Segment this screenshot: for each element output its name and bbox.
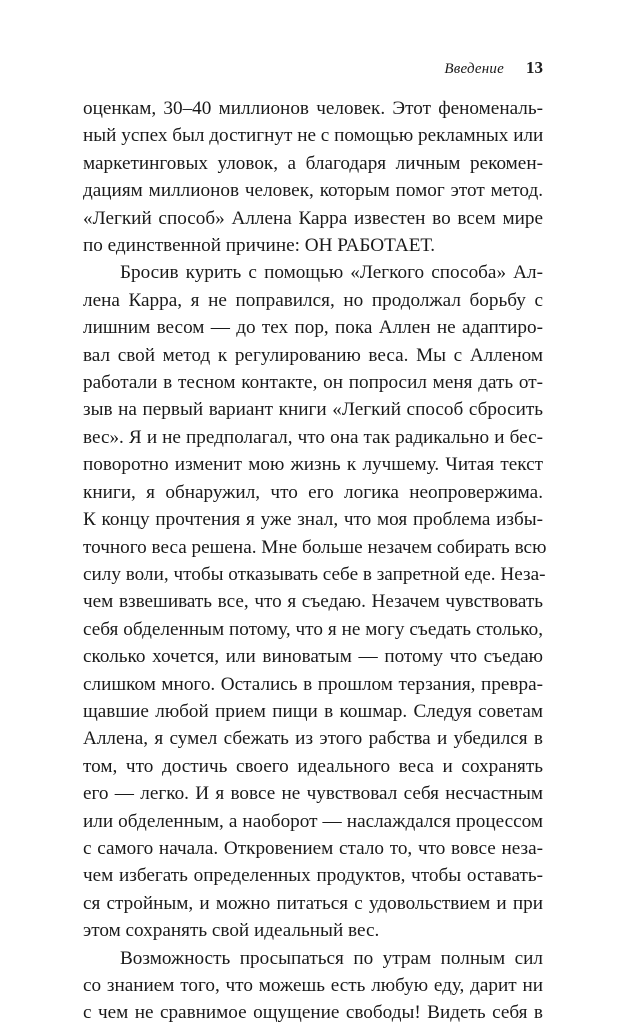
text-line: Аллена, я сумел сбежать из этого рабства и убедился в — [83, 728, 543, 750]
text-line: дациям миллионов человек, которым помог этот метод. — [83, 180, 543, 202]
page-number: 13 — [526, 58, 543, 77]
text-line: слишком много. Остались в прошлом терзания, превра- — [83, 673, 543, 695]
text-line: ся стройным, и можно питаться с удовольствием и при — [83, 892, 543, 914]
text-line: оценкам, 30–40 миллионов человек. Этот феноменаль- — [83, 98, 543, 119]
text-line: чем взвешивать все, что я съедаю. Незачем чувствовать — [83, 591, 543, 613]
text-line: лишним весом — до тех пор, пока Аллен не адаптиро- — [83, 317, 543, 339]
text-line: К концу прочтения я уже знал, что моя проблема избы- — [83, 509, 543, 531]
text-line: Возможность просыпаться по утрам полным сил — [120, 947, 543, 969]
text-line: сколько хочется, или виноватым — потому что съедаю — [83, 646, 543, 668]
text-line: ный успех был достигнут не с помощью рекламных или — [83, 125, 544, 147]
text-line: себя обделенным потому, что я не могу съедать столько, — [83, 618, 543, 640]
paragraph-2 — [83, 259, 547, 944]
text-line: с чем не сравнимое ощущение свободы! Видеть себя в — [83, 1002, 543, 1024]
paragraph-1 — [83, 95, 543, 259]
text-line: Бросив курить с помощью «Легкого способа» Ал- — [120, 262, 543, 284]
text-line: вес». Я и не предполагал, что она так радикально и бес- — [83, 426, 543, 448]
text-line: щавшие любой прием пищи в кошмар. Следуя советам — [83, 700, 543, 722]
text-line: силу воли, чтобы отказывать себе в запретной еде. Неза- — [83, 563, 546, 585]
running-title: Введение — [444, 61, 504, 77]
text-line: по единственной причине: ОН РАБОТАЕТ. — [83, 235, 436, 257]
text-line: его — легко. И я вовсе не чувствовал себя несчастным — [83, 783, 543, 805]
text-line: с самого начала. Откровением стало то, что вовсе неза- — [83, 837, 543, 859]
body-text — [83, 95, 547, 1027]
text-line: или обделенным, а наоборот — наслаждался процессом — [83, 810, 543, 832]
text-line: чем избегать определенных продуктов, чтобы оставать- — [83, 865, 543, 887]
text-line: том, что достичь своего идеального веса и сохранять — [83, 755, 543, 777]
text-line: маркетинговых уловок, а благодаря личным рекомен- — [83, 152, 543, 174]
paragraph-3 — [83, 945, 543, 1027]
text-line: зыв на первый вариант книги «Легкий способ сбросить — [83, 399, 543, 421]
text-line: поворотно изменит мою жизнь к лучшему. Читая текст — [83, 454, 543, 476]
text-line: «Легкий способ» Аллена Карра известен во всем мире — [83, 207, 543, 229]
text-line: работали в тесном контакте, он попросил меня дать от- — [83, 372, 543, 394]
text-line: лена Карра, я не поправился, но продолжал борьбу с — [83, 289, 543, 311]
text-line: этом сохранять свой идеальный вес. — [83, 920, 380, 942]
text-line: книги, я обнаружил, что его логика неопровержима. — [83, 481, 543, 503]
text-line: со знанием того, что можешь есть любую еду, дарит ни — [83, 975, 543, 996]
text-line: точного веса решена. Мне больше незачем собирать всю — [83, 536, 547, 558]
running-header — [444, 58, 543, 78]
text-line: вал свой метод к регулированию веса. Мы с Алленом — [83, 344, 543, 366]
